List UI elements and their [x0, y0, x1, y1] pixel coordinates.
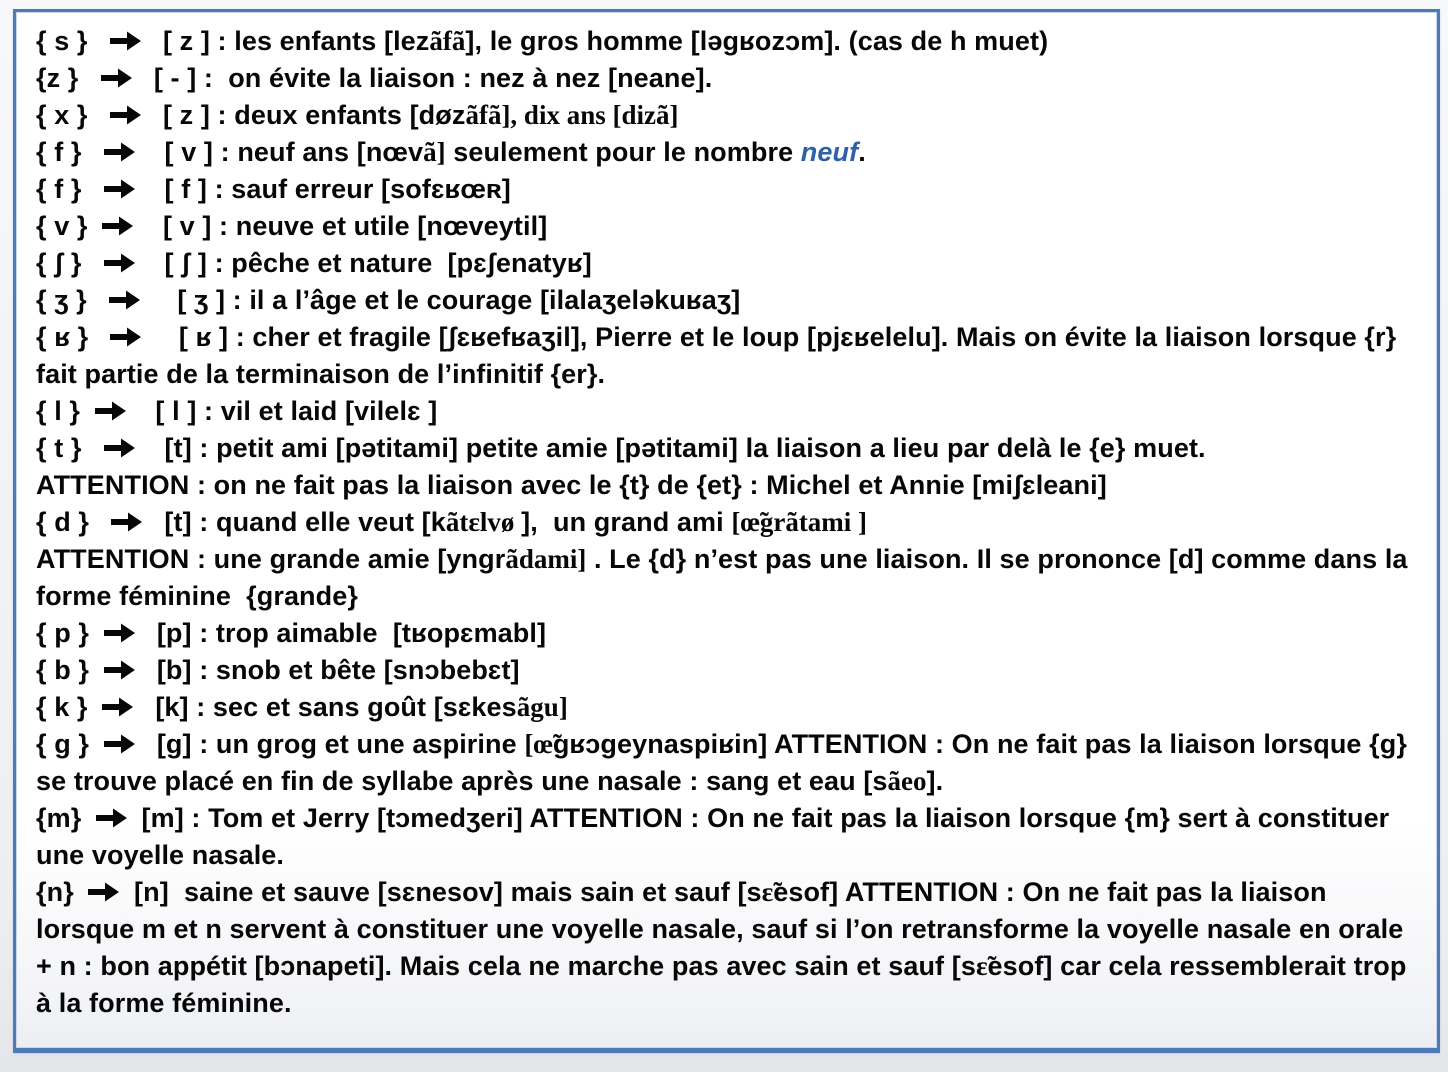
text-segment: ATTENTION : on ne fait pas la liaison avec le {t} de {et} : Michel et Annie [miʃɛleani] [36, 470, 1107, 500]
text-segment: { v } [36, 211, 96, 241]
arrow-icon [110, 511, 143, 533]
arrow-icon [103, 437, 136, 459]
text-segment: { t } [36, 433, 97, 463]
text-segment: esof] ATTENTION : On ne fait pas la liaison lorsque m et n servent à constituer une voyelle nasale, sauf si l’on retransforme la voyelle nasale en orale + n : bon appétit [bɔnapeti]. Mais cela ne marche pas avec sain et sauf [s [36, 877, 1419, 981]
text-segment: [ ʒ ] : il a l’âge et le courage [ilalaʒeləkuʁaʒ] [146, 285, 741, 315]
text-segment: { k } [36, 692, 96, 722]
text-segment: ɛ̃ [975, 951, 988, 981]
text-segment: [ z ] : les enfants [lez [147, 26, 430, 56]
text-segment: { g } [36, 729, 97, 759]
rule-line [36, 208, 1421, 245]
rule-line [36, 504, 1421, 541]
arrow-icon [87, 881, 120, 903]
rule-line [36, 171, 1421, 208]
text-segment: [ ʃ ] : pêche et nature [pɛʃenatyʁ] [141, 248, 592, 278]
arrow-icon [109, 30, 142, 52]
text-segment: [t] : quand elle veut [k [149, 507, 446, 537]
text-segment: { f } [36, 174, 97, 204]
arrow-icon [109, 326, 142, 348]
text-segment: ãfã], dix ans [dizã] [465, 100, 679, 130]
text-segment: [œ̃grãtami ] [731, 507, 868, 537]
arrow-icon [108, 289, 141, 311]
arrow-icon [101, 215, 134, 237]
rule-line [36, 726, 1421, 800]
rule-line [36, 60, 1421, 97]
arrow-icon [101, 696, 134, 718]
text-segment: {n} [36, 877, 82, 907]
text-segment: [ l ] : vil et laid [vilelɛ ] [132, 396, 438, 426]
text-segment: ɛ̃ [761, 877, 774, 907]
text-segment: [b] : snob et bête [snɔbebɛt] [141, 655, 520, 685]
text-segment: ãfã [429, 26, 466, 56]
text-segment: ]. [926, 766, 944, 796]
arrow-icon [109, 104, 142, 126]
arrow-icon [103, 733, 136, 755]
highlight-word: neuf [800, 137, 859, 167]
text-segment: [ v ] : neuve et utile [nœveytil] [140, 211, 548, 241]
arrow-icon [103, 622, 136, 644]
rule-line [36, 430, 1421, 467]
rule-line [36, 319, 1421, 393]
rule-line [36, 689, 1421, 726]
rule-line [36, 97, 1421, 134]
text-segment: ], un grand ami [521, 507, 732, 537]
arrow-icon [103, 178, 136, 200]
arrow-icon [103, 252, 136, 274]
text-segment: ã] [423, 137, 446, 167]
text-segment: { ʁ } [36, 322, 104, 352]
text-segment: [p] : trop aimable [tʁopɛmabl] [141, 618, 547, 648]
text-segment: [ v ] : neuf ans [nœv [141, 137, 424, 167]
text-segment: esof] car cela ressemblerait trop à la forme féminine. [36, 951, 1415, 1018]
text-segment: ãdami] [505, 544, 587, 574]
text-segment: . [858, 137, 866, 167]
rule-line [36, 800, 1421, 874]
rule-line [36, 615, 1421, 652]
rule-line [36, 23, 1421, 60]
rule-line [36, 541, 1421, 615]
text-segment: { d } [36, 507, 105, 537]
rule-line [36, 874, 1421, 1022]
text-segment: [ - ] : on évite la liaison : nez à nez [neane]. [138, 63, 713, 93]
text-segment: [œ̃ [524, 729, 553, 759]
text-segment: [g] : un grog et une aspirine [141, 729, 525, 759]
text-segment: {z } [36, 63, 94, 93]
text-segment: [t] : petit ami [pətitami] petite amie [pətitami] la liaison a lieu par delà le {e} muet. [141, 433, 1206, 463]
text-segment: gʁɔgeynaspiʁin] ATTENTION : On ne fait pas la liaison lorsque {g} se trouve placé en fin de syllabe après une nasale : sang et eau [s [36, 729, 1415, 796]
rule-line [36, 393, 1421, 430]
text-segment: [m] : Tom et Jerry [tɔmedʒeri] ATTENTION : On ne fait pas la liaison lorsque {m} sert à constituer une voyelle nasale. [36, 803, 1397, 870]
text-segment: [ f ] : sauf erreur [sofɛʁœʀ] [141, 174, 511, 204]
text-segment: [ ʁ ] : cher et fragile [ʃɛʁefʁaʒil], Pierre et le loup [pjɛʁelelu]. Mais on évite la liaison lorsque {r} fait partie de la terminaison de l’infinitif {er}. [36, 322, 1404, 389]
arrow-icon [103, 659, 136, 681]
text-segment: { l } [36, 396, 88, 426]
arrow-icon [100, 67, 133, 89]
text-segment: { p } [36, 618, 97, 648]
text-segment: { s } [36, 26, 103, 56]
rule-line [36, 245, 1421, 282]
text-segment: [n] saine et sauve [sɛnesov] mais sain et sauf [s [126, 877, 762, 907]
arrow-icon [94, 400, 127, 422]
text-segment: { x } [36, 100, 103, 130]
text-segment: [ z ] : deux enfants [døz [147, 100, 466, 130]
rule-line [36, 134, 1421, 171]
text-segment: [k] : sec et sans goût [sɛkes [140, 692, 517, 722]
document-frame [13, 9, 1440, 1053]
text-segment: { b } [36, 655, 97, 685]
text-segment: { ʒ } [36, 285, 102, 315]
rule-line [36, 467, 1421, 504]
rules-text [36, 23, 1421, 1022]
text-segment: . Le {d} n’est pas une liaison. Il se prononce [d] comme dans la forme féminine {grande} [36, 544, 1416, 611]
text-segment: ãgu] [516, 692, 568, 722]
rule-line [36, 282, 1421, 319]
rule-line [36, 652, 1421, 689]
text-segment: ], le gros homme [ləgʁozɔm]. (cas de h muet) [465, 26, 1049, 56]
arrow-icon [95, 807, 128, 829]
text-segment: { f } [36, 137, 97, 167]
arrow-icon [103, 141, 136, 163]
text-segment: ãeo [887, 766, 927, 796]
text-segment: {m} [36, 803, 89, 833]
text-segment: seulement pour le nombre [445, 137, 801, 167]
text-segment: ãtɛlvø [445, 507, 522, 537]
text-segment: ATTENTION : une grande amie [yngr [36, 544, 506, 574]
text-segment: { ʃ } [36, 248, 97, 278]
